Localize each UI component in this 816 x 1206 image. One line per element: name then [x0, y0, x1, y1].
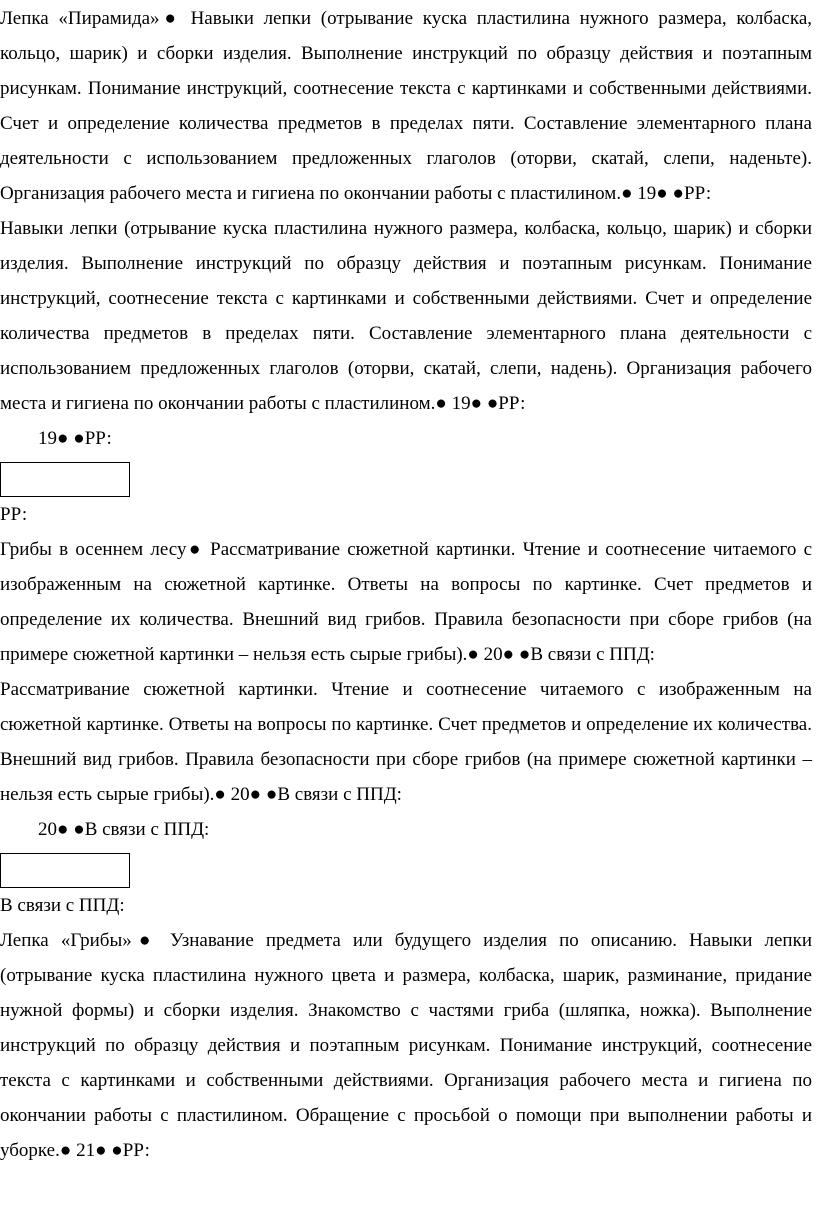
lesson-paragraph-piramida-repeat: Навыки лепки (отрывание куска пластилина нужного размера, колбаска, кольцо, шарик) и сборки изделия. Выполнение инструкций по образцу действия и поэтапным рисункам. Понимание инструкций, соотнесение текста с картинками и собственными действиями. Счет и определение количества предметов в пределах пяти. Составление элементарного плана деятельности с использованием предложенных глаголов (оторви, скатай, слепи, надень). Организация рабочего места и гигиена по окончании работы с пластилином.● 19● ●РР: — [0, 218, 812, 414]
lesson-number-19: 19● ●РР: — [38, 428, 112, 449]
lesson-number-20: 20● ●В связи с ППД: — [38, 819, 210, 840]
cell-label-rr: РР: — [0, 504, 28, 525]
lesson-paragraph-griby-v-lesu-repeat: Рассматривание сюжетной картинки. Чтение и соотнесение читаемого с изображенным на сюжетной картинке. Ответы на вопросы по картинке. Счет предметов и определение их количества. Внешний вид грибов. Правила безопасности при сборе грибов (на примере сюжетной картинки – нельзя есть сырые грибы).● 20● ●В связи с ППД: — [0, 679, 812, 805]
cell-label-ppd: В связи с ППД: — [0, 895, 125, 916]
lesson-paragraph-lepka-griby: Лепка «Грибы»● Узнавание предмета или будущего изделия по описанию. Навыки лепки (отрывание куска пластилина нужного цвета и размера, колбаска, шарик, разминание, придание нужной формы) и сборки изделия. Знакомство с частями гриба (шляпка, ножка). Выполнение инструкций по образцу действия и поэтапным рисункам. Понимание инструкций, соотнесение текста с картинками и собственными действиями. Организация рабочего места и гигиена по окончании работы с пластилином. Обращение с просьбой о помощи при выполнении работы и уборке.● 21● ●РР: — [0, 930, 812, 1161]
empty-table-cell — [0, 853, 130, 888]
lesson-paragraph-piramida: Лепка «Пирамида»● Навыки лепки (отрывание куска пластилина нужного размера, колбаска, кольцо, шарик) и сборки изделия. Выполнение инструкций по образцу действия и поэтапным рисункам. Понимание инструкций, соотнесение текста с картинками и собственными действиями. Счет и определение количества предметов в пределах пяти. Составление элементарного плана деятельности с использованием предложенных глаголов (оторви, скатай, слепи, наденьте). Организация рабочего места и гигиена по окончании работы с пластилином.● 19● ●РР: — [0, 8, 812, 204]
empty-table-cell — [0, 462, 130, 497]
lesson-paragraph-griby-v-lesu: Грибы в осеннем лесу● Рассматривание сюжетной картинки. Чтение и соотнесение читаемого с изображенным на сюжетной картинке. Ответы на вопросы по картинке. Счет предметов и определение их количества. Внешний вид грибов. Правила безопасности при сборе грибов (на примере сюжетной картинки – нельзя есть сырые грибы).● 20● ●В связи с ППД: — [0, 539, 812, 665]
